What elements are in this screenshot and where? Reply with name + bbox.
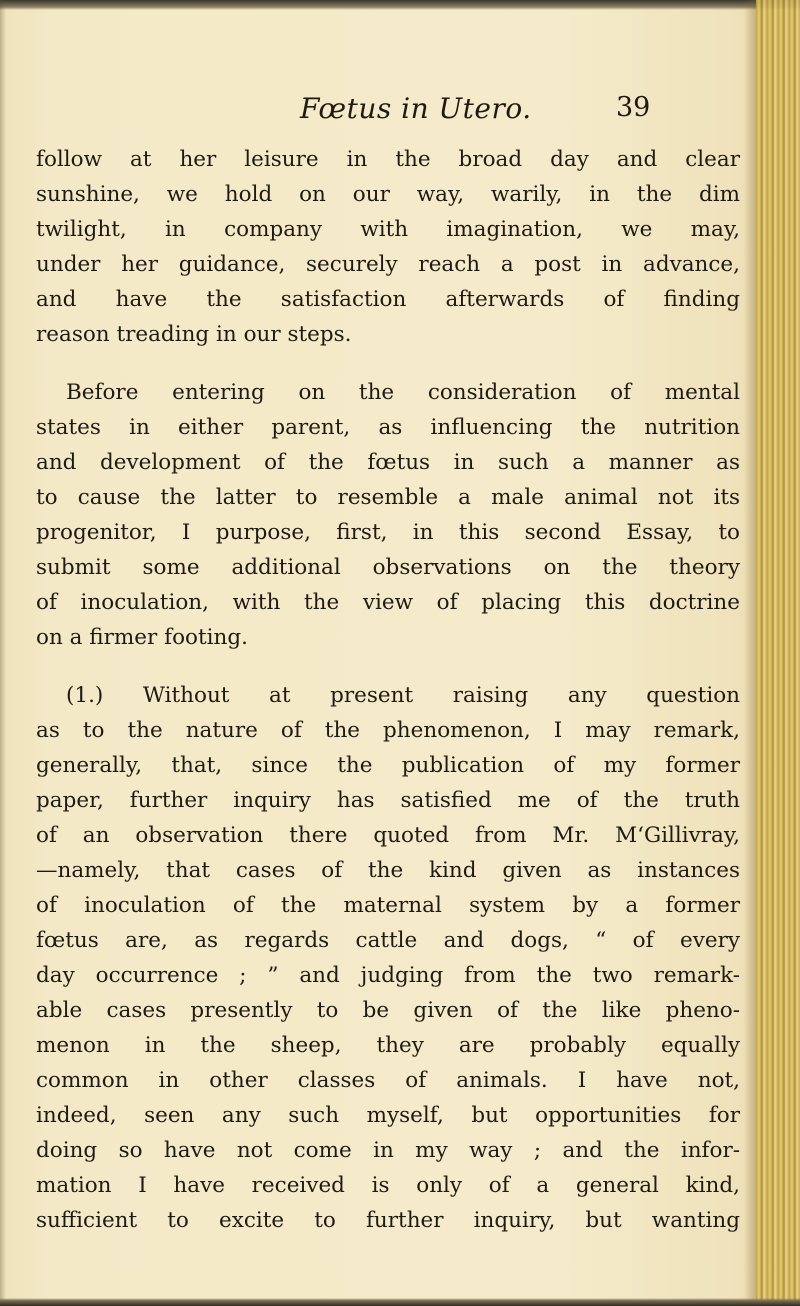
text-line: to cause the latter to resemble a male animal not its — [36, 485, 740, 510]
text-line: and have the satisfaction afterwards of finding — [36, 287, 740, 312]
text-line: progenitor, I purpose, first, in this second Essay, to — [36, 520, 740, 545]
text-line: sunshine, we hold on our way, warily, in the dim — [36, 182, 740, 207]
page-top-edge — [0, 0, 800, 10]
text-line: reason treading in our steps. — [36, 322, 352, 347]
text-line: submit some additional observations on the theory — [36, 555, 740, 580]
text-line: indeed, seen any such myself, but opportunities for — [36, 1103, 740, 1128]
paragraph-1 — [36, 142, 740, 352]
text-line: on a firmer footing. — [36, 625, 248, 650]
text-line: and development of the fœtus in such a manner as — [36, 450, 740, 475]
page-left-shade — [0, 0, 6, 1306]
text-line: of inoculation, with the view of placing this doctrine — [36, 590, 740, 615]
text-line: fœtus are, as regards cattle and dogs, “ of every — [36, 928, 740, 953]
text-line: mation I have received is only of a general kind, — [36, 1173, 740, 1198]
text-line: of an observation there quoted from Mr. M‘Gillivray, — [36, 823, 740, 848]
text-line: menon in the sheep, they are probably equally — [36, 1033, 740, 1058]
text-line: —namely, that cases of the kind given as instances — [36, 858, 740, 883]
page-header — [0, 92, 740, 132]
text-line: as to the nature of the phenomenon, I may remark, — [36, 718, 740, 743]
text-line: states in either parent, as influencing the nutrition — [36, 415, 740, 440]
text-line: of inoculation of the maternal system by a former — [36, 893, 740, 918]
text-line: common in other classes of animals. I have not, — [36, 1068, 740, 1093]
gutter-shadow — [744, 0, 756, 1306]
paragraph-2 — [36, 375, 740, 655]
text-line: doing so have not come in my way ; and the infor- — [36, 1138, 740, 1163]
text-line: paper, further inquiry has satisfied me of the truth — [36, 788, 740, 813]
page-number: 39 — [616, 92, 651, 123]
text-line: under her guidance, securely reach a post in advance, — [36, 252, 740, 277]
text-line: day occurrence ; ” and judging from the two remark- — [36, 963, 740, 988]
text-line: follow at her leisure in the broad day and clear — [36, 147, 740, 172]
text-line: Before entering on the consideration of mental — [66, 380, 740, 405]
page-bottom-edge — [0, 1298, 800, 1306]
text-line: generally, that, since the publication of my former — [36, 753, 740, 778]
text-line: (1.) Without at present raising any question — [66, 683, 740, 708]
text-line: sufficient to excite to further inquiry, but wanting — [36, 1208, 740, 1233]
text-line: twilight, in company with imagination, we may, — [36, 217, 740, 242]
paragraph-3 — [36, 678, 740, 1238]
text-line: able cases presently to be given of the like pheno- — [36, 998, 740, 1023]
book-binding-edge — [756, 0, 800, 1306]
body-text — [36, 142, 740, 1238]
running-title: Fœtus in Utero. — [300, 92, 532, 125]
